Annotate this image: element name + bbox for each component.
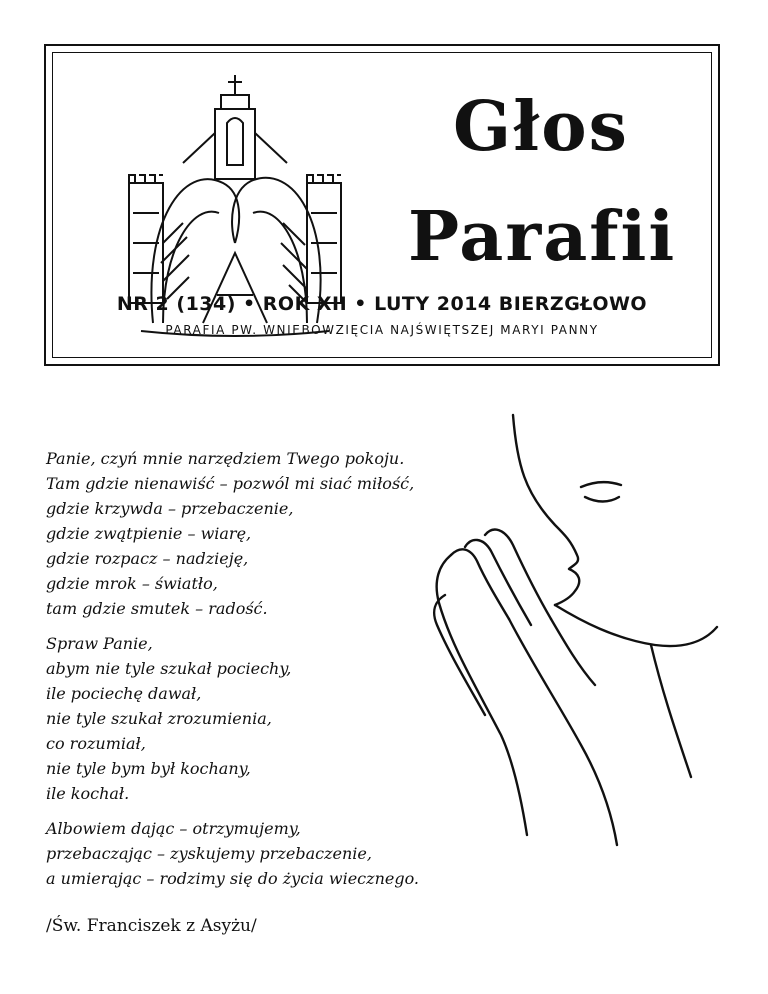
poem-stanza-2 — [46, 631, 516, 806]
poem-stanza-3 — [46, 816, 516, 891]
masthead-inner-frame — [52, 52, 712, 358]
poem-line: ile kochał. — [46, 784, 130, 803]
poem-line: Tam gdzie nienawiść – pozwól mi siać miłość, — [46, 474, 415, 493]
poem-stanza-1 — [46, 446, 516, 621]
poem-line: ile pociechę dawał, — [46, 684, 202, 703]
poem-line: nie tyle bym był kochany, — [46, 759, 251, 778]
poem-line: Albowiem dając – otrzymujemy, — [46, 819, 301, 838]
masthead-title-line-2: Parafii — [408, 197, 677, 277]
poem-line: Panie, czyń mnie narzędziem Twego pokoju. — [46, 449, 405, 468]
poem-line: gdzie zwątpienie – wiarę, — [46, 524, 252, 543]
prayer-poem — [46, 446, 516, 901]
poem-line: gdzie rozpacz – nadzieję, — [46, 549, 249, 568]
poem-line: gdzie mrok – światło, — [46, 574, 218, 593]
poem-line: a umierając – rodzimy się do życia wiecznego. — [46, 869, 420, 888]
poem-line: Spraw Panie, — [46, 634, 153, 653]
poem-line: co rozumiał, — [46, 734, 146, 753]
issue-info: NR 2 (134) • ROK XII • LUTY 2014 BIERZGŁOWO — [116, 293, 648, 315]
poem-line: przebaczając – zyskujemy przebaczenie, — [46, 844, 372, 863]
poem-line: abym nie tyle szukał pociechy, — [46, 659, 292, 678]
poem-author: /Św. Franciszek z Asyżu/ — [46, 916, 257, 936]
poem-line: tam gdzie smutek – radość. — [46, 599, 268, 618]
poem-line: gdzie krzywda – przebaczenie, — [46, 499, 294, 518]
masthead — [44, 44, 720, 366]
parish-name: PARAFIA PW. WNIEBOWZIĘCIA NAJŚWIĘTSZEJ MARYI PANNY — [165, 323, 599, 337]
masthead-title-line-1: Głos — [453, 87, 629, 167]
poem-line: nie tyle szukał zrozumienia, — [46, 709, 272, 728]
